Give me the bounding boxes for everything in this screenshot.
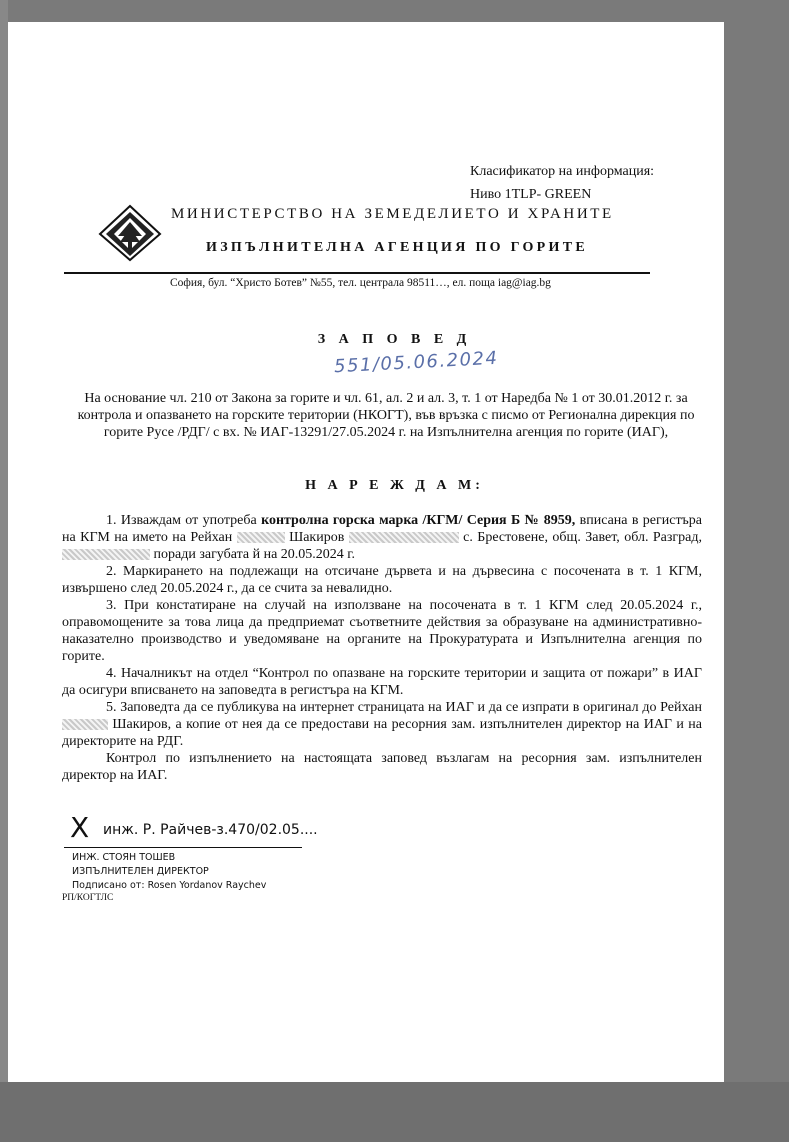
agency-name: ИЗПЪЛНИТЕЛНА АГЕНЦИЯ ПО ГОРИТЕ	[206, 240, 588, 255]
control-clause: Контрол по изпълнението на настоящата заповед възлагам на ресорния зам. изпълнителен директор на ИАГ.	[62, 751, 702, 783]
order-body	[62, 512, 702, 784]
scan-border-top	[0, 0, 789, 22]
classification-block	[470, 160, 654, 206]
redacted-address	[349, 532, 459, 543]
order-item-3: 3. При констатиране на случай на използване на посочената в т. 1 КГМ след 20.05.2024 г., оправомощените за това лица да предприемат съответните действия за образуване на административно-наказателно производство и уведомяване на органите на Прокуратурата и Изпълнителна агенция по горите.	[62, 598, 702, 664]
signature-line	[64, 847, 302, 848]
redacted-street	[62, 549, 150, 560]
redacted-middle-name-2	[62, 719, 108, 730]
signature-mark: X	[70, 811, 90, 844]
handwritten-order-number: 551/05.06.2024	[333, 347, 499, 378]
item1-part-a: 1. Изваждам от употреба	[106, 513, 262, 528]
scan-border-right	[724, 0, 789, 1142]
order-item-2: 2. Маркирането на подлежащи на отсичане дървета и на дървесина с посочената в т. 1 КГМ, извършено след 20.05.2024 г., да се счита за невалидно.	[62, 564, 702, 596]
order-item-1	[62, 512, 702, 563]
item1-part-e: поради загубата й на 20.05.2024 г.	[150, 547, 355, 562]
reference-code: РП/КОГТЛС	[62, 893, 114, 903]
signature-text: инж. Р. Райчев-з.470/02.05....	[103, 822, 318, 838]
item1-part-c: Шакиров	[284, 530, 349, 545]
ministry-name: МИНИСТЕРСТВО НА ЗЕМЕДЕЛИЕТО И ХРАНИТЕ	[171, 206, 614, 222]
header-rule	[64, 272, 650, 274]
document-title: З А П О В Е Д	[317, 332, 472, 347]
item1-part-b: вписана в регистъра на КГМ на името на Рейхан	[62, 513, 703, 545]
scan-border-bottom	[0, 1082, 789, 1142]
item5-part-a: 5. Заповедта да се публикува на интернет страницата на ИАГ и да се изпрати в оригинал до Рейхан	[106, 700, 702, 715]
classification-line1: Класификатор на информация:	[470, 164, 655, 179]
signatory-name: ИНЖ. СТОЯН ТОШЕВ	[72, 852, 176, 863]
redacted-middle-name	[237, 532, 285, 543]
forestry-agency-emblem-icon	[98, 204, 162, 262]
signatory-title: ИЗПЪЛНИТЕЛЕН ДИРЕКТОР	[72, 866, 209, 877]
order-heading: Н А Р Е Ж Д А М:	[305, 478, 484, 493]
agency-address: София, бул. “Христо Ботев” №55, тел. централа 98511…, ел. поща iag@iag.bg	[170, 277, 551, 289]
item1-part-d: с. Брестовене, общ. Завет, обл. Разград,	[458, 530, 702, 545]
order-item-5	[62, 699, 702, 750]
preamble: На основание чл. 210 от Закона за горите и чл. 61, ал. 2 и ал. 3, т. 1 от Наредба № 1 от 30.01.2012 г. за контрола и опазването на горските територии (НКОГТ), във връзка с писмо от Регионална дирекция по горите Русе /РДГ/ с вх. № ИАГ-13291/27.05.2024 г. на Изпълнителна агенция по горите (ИАГ),	[77, 391, 695, 440]
signed-by: Подписано от: Rosen Yordanov Raychev	[72, 880, 267, 891]
scan-border-left	[0, 0, 8, 1142]
classification-line2: Ниво 1TLP- GREEN	[470, 187, 592, 202]
item5-part-b: Шакиров, а копие от нея да се предостави на ресорния зам. изпълнителен директор на ИАГ и на директорите на РДГ.	[62, 717, 702, 749]
order-item-4: 4. Началникът на отдел “Контрол по опазване на горските територии и защита от пожари” в ИАГ да осигури вписването на заповедта в регистъра на КГМ.	[62, 666, 702, 698]
item1-bold: контролна горска марка /КГМ/ Серия Б № 8959,	[261, 513, 576, 528]
